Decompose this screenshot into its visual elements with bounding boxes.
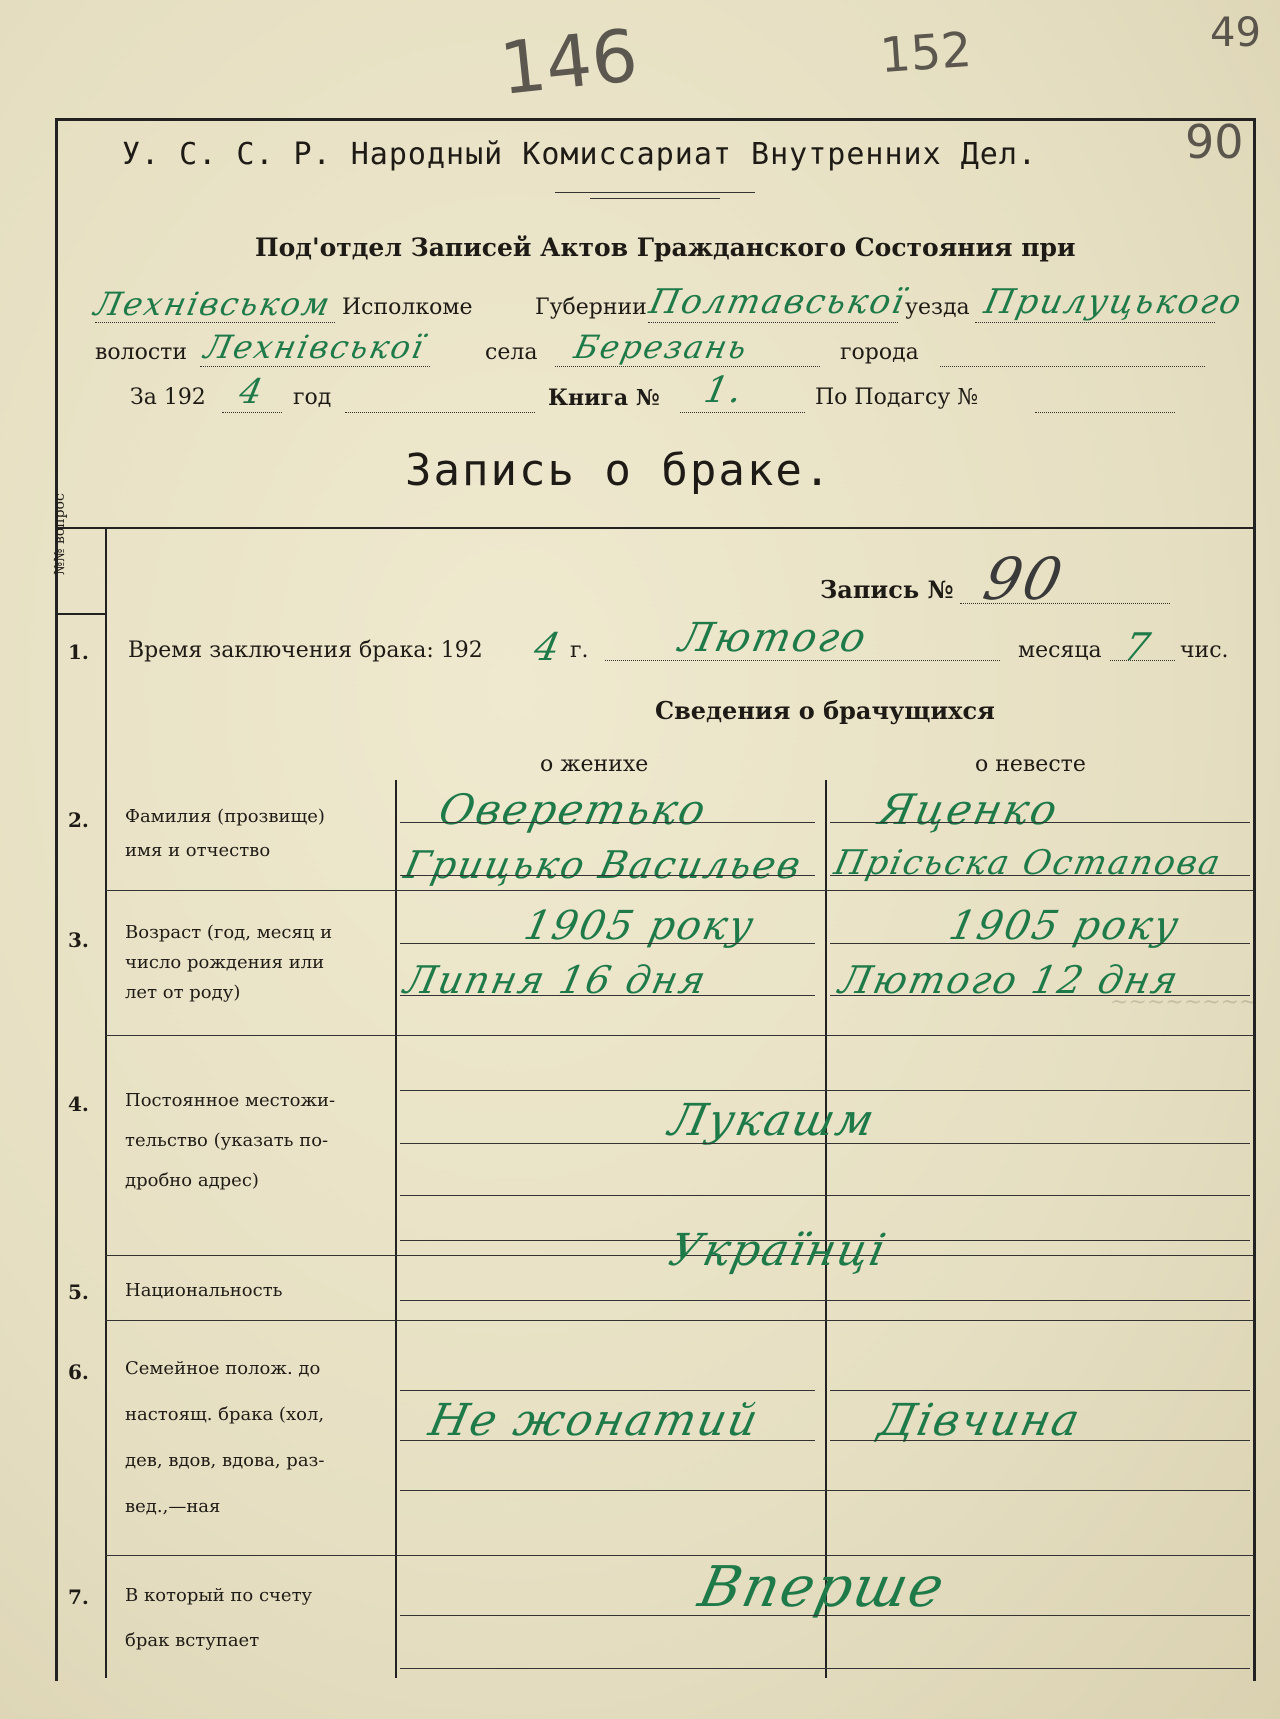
q2-label-2: имя и отчество [125, 840, 271, 861]
q7-label-2: брак вступает [125, 1630, 260, 1651]
q2-label-1: Фамилия (прозвище) [125, 806, 325, 827]
q4-residence-value: Лукашм [664, 1095, 881, 1146]
q2-line-c [400, 875, 815, 876]
archive-number-146: 146 [495, 13, 642, 111]
q2-bottom-rule [105, 890, 1253, 891]
selo-value: Березань [570, 328, 752, 366]
q2-line-d [830, 875, 1250, 876]
kniga-value: 1. [700, 370, 748, 411]
volost-value: Лехнівської [200, 328, 429, 366]
q4-line-a [400, 1090, 1250, 1091]
q7-line-a [400, 1615, 1250, 1616]
selo-line [555, 366, 820, 367]
question-column-rule [105, 527, 107, 1678]
question-column-label: №№ вопрос [52, 493, 68, 575]
podagsu-line [1035, 412, 1175, 413]
q4-label-2: тельство (указать по- [125, 1130, 329, 1151]
q7-label-1: В который по счету [125, 1585, 313, 1606]
q2-line-b [830, 822, 1250, 823]
q1-day-value: 7 [1120, 625, 1156, 669]
q6-groom-status: Не жонатий [424, 1395, 764, 1446]
header-line-2: Под'отдел Записей Актов Гражданского Состояния при [255, 233, 1076, 262]
q2-line-a [400, 822, 815, 823]
q5-label: Национальность [125, 1280, 283, 1301]
q7-number: 7. [68, 1585, 89, 1609]
volost-label: волости [95, 340, 188, 365]
q6-line-c [400, 1440, 815, 1441]
q6-label-3: дев, вдов, вдова, раз- [125, 1450, 325, 1471]
q1-number: 1. [68, 640, 89, 664]
label-column-rule [395, 780, 397, 1678]
q2-bride-surname: Яценко [874, 785, 1064, 834]
q3-groom-year: 1905 року [520, 903, 760, 949]
q4-label-1: Постоянное местожи- [125, 1090, 336, 1111]
q6-bottom-rule [105, 1555, 1253, 1556]
q4-line-c [400, 1195, 1250, 1196]
question-header-rule [55, 613, 105, 615]
q3-label-2: число рождения или [125, 952, 325, 973]
header-line-1: У. С. С. Р. Народный Комиссариат Внутренних Дел. [122, 137, 1037, 172]
q6-label-4: вед.,—ная [125, 1496, 221, 1517]
ispolkom-line [95, 322, 335, 323]
groom-column-header: о женихе [540, 752, 649, 777]
year-value: 4 [235, 372, 268, 412]
q3-bride-year: 1905 року [945, 903, 1185, 949]
gubernia-value: Полтавської [645, 282, 910, 322]
kniga-label: Книга № [548, 385, 660, 411]
table-top-rule [55, 527, 1253, 529]
q6-line-a [400, 1390, 815, 1391]
kniga-line [680, 412, 805, 413]
gubernia-line [648, 322, 898, 323]
gorod-label: города [840, 340, 919, 365]
q5-bottom-rule [105, 1320, 1253, 1321]
header-ornament [555, 192, 755, 193]
record-value: 90 [977, 545, 1071, 613]
q6-line-d [830, 1440, 1250, 1441]
uezd-line [975, 322, 1215, 323]
section-title: Сведения о брачущихся [655, 696, 995, 725]
q1-g: г. [570, 638, 589, 663]
q3-line-a [400, 943, 815, 944]
q3-bride-date: Лютого 12 дня [835, 958, 1184, 1002]
q3-line-b [830, 943, 1250, 944]
q2-groom-name: Грицько Васильев [400, 843, 807, 887]
god-line [345, 412, 535, 413]
header-ornament-2 [590, 198, 720, 199]
q2-number: 2. [68, 808, 89, 832]
q5-nationality-value: Українці [664, 1225, 892, 1276]
gubernia-label: Губернии [535, 295, 647, 320]
q6-label-2: настоящ. брака (хол, [125, 1404, 325, 1425]
q1-year-value: 4 [530, 625, 566, 669]
record-line [960, 603, 1170, 604]
q5-line [400, 1300, 1250, 1301]
god-label: год [293, 385, 332, 410]
q6-number: 6. [68, 1360, 89, 1384]
archive-number-152: 152 [878, 21, 974, 85]
q1-day-line [1110, 660, 1175, 661]
q6-label-1: Семейное полож. до [125, 1358, 321, 1379]
year-line [222, 412, 282, 413]
q7-line-b [400, 1668, 1250, 1669]
uezd-value: Прилуцького [980, 282, 1247, 322]
archive-number-49: 49 [1210, 10, 1261, 56]
volost-line [200, 366, 430, 367]
q6-line-b [830, 1390, 1250, 1391]
q6-line-e [400, 1490, 1250, 1491]
ispolkom-value: Лехнівськом [90, 285, 335, 323]
bride-column-header: о невесте [975, 752, 1086, 777]
q1-day-label: чис. [1180, 638, 1229, 663]
q7-order-value: Вперше [693, 1555, 952, 1620]
q3-bottom-rule [105, 1035, 1253, 1036]
q2-bride-name: Прісьска Остапова [830, 843, 1226, 883]
q1-month-value: Лютого [675, 615, 872, 661]
gorod-line [940, 366, 1205, 367]
q1-month-label: месяца [1018, 638, 1102, 663]
year-label: За 192 [130, 385, 206, 410]
q2-groom-surname: Оверетько [434, 785, 712, 834]
q3-number: 3. [68, 928, 89, 952]
archive-number-90: 90 [1185, 115, 1244, 169]
q3-line-d [830, 995, 1250, 996]
ispolkom-label: Исполкоме [342, 295, 473, 320]
q1-month-line [605, 660, 1000, 661]
uezd-label: уезда [905, 295, 970, 320]
q4-label-3: дробно адрес) [125, 1170, 259, 1191]
podagsu-label: По Подагсу № [815, 385, 979, 410]
record-label: Запись № [820, 575, 954, 604]
bleed-through-text: ~~~~~~~~ [1110, 990, 1258, 1015]
q3-label-3: лет от роду) [125, 982, 241, 1003]
q3-label-1: Возраст (год, месяц и [125, 922, 333, 943]
q3-line-c [400, 995, 815, 996]
q4-number: 4. [68, 1092, 89, 1116]
q6-bride-status: Дівчина [874, 1395, 1086, 1446]
q3-groom-date: Липня 16 дня [400, 958, 712, 1002]
selo-label: села [485, 340, 538, 365]
q4-line-b [400, 1143, 1250, 1144]
q1-label: Время заключения брака: 192 [128, 638, 483, 663]
document-title: Запись о браке. [405, 445, 833, 496]
q5-number: 5. [68, 1280, 89, 1304]
